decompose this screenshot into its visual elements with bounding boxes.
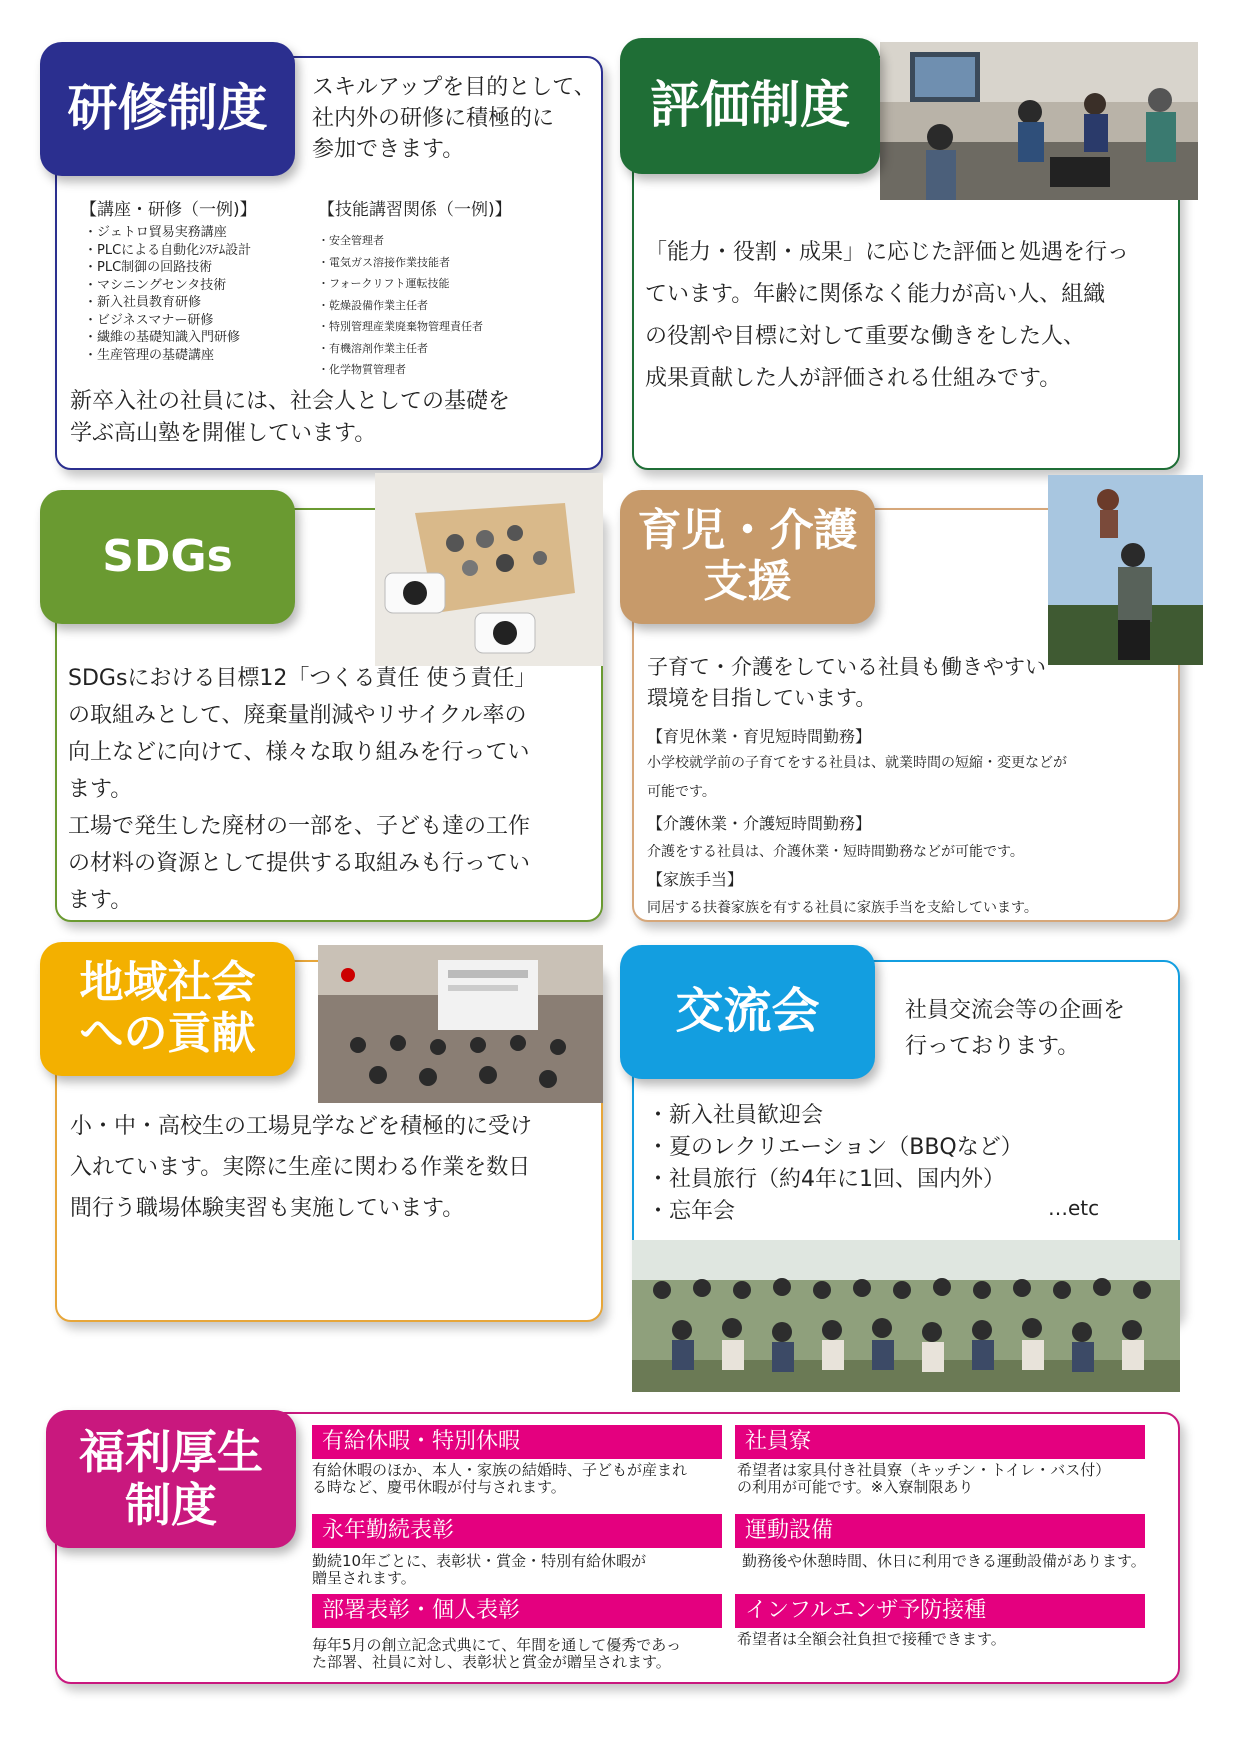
childcare-item-head: 【介護休業・介護短時間勤務】 [647,814,872,833]
welfare-item-paid-leave: 有給休暇・特別休暇 [312,1425,722,1459]
list-item: ・繊維の基礎知識入門研修 [84,330,241,345]
childcare-intro: 子育て・介護をしている社員も働きやすい 環境を目指しています。 [647,655,1046,710]
list-item: ・夏のレクリエーション（BBQなど） [647,1135,1023,1160]
list-item: ・生産管理の基礎講座 [84,347,215,363]
evaluation-body: 「能力・役割・成果」に応じた評価と処遇を行っ ています。年齢に関係なく能力が高い人、組織 の役割や目標に対して重要な働きをした人、 成果貢献した人が評価される仕組みです。 [645,240,1130,391]
welfare-item-text: 勤務後や休憩時間、休日に利用できる運動設備があります。 [742,1552,1146,1570]
welfare-item-text: 希望者は全額会社負担で接種できます。 [737,1630,1006,1648]
list-item: ・化学物質管理者 [318,363,406,376]
welfare-item-text: 勤続10年ごとに、表彰状・賞金・特別有給休暇が 贈呈されます。 [312,1552,647,1587]
welfare-item-flu-vaccine: インフルエンザ予防接種 [735,1594,1145,1628]
exchange-intro: 社員交流会等の企画を 行っております。 [905,998,1126,1059]
welfare-item-dormitory: 社員寮 [735,1425,1145,1459]
welfare-title: 福利厚生 制度 [46,1410,296,1548]
childcare-item-text: 可能です。 [647,784,716,800]
family-photo [1048,475,1203,665]
sdgs-body: SDGsにおける目標12「つくる責任 使う責任」 の取組みとして、廃棄量削減やリサイクル率の 向上などに向けて、様々な取り組みを行ってい ます。 工場で発生した廃材の一部を、子ども達の工作 の材料の資源として提供する取組みも行ってい ます。 [68,666,537,913]
welfare-item-text: 希望者は家具付き社員寮（キッチン・トイレ・バス付） の利用が可能です。※入寮制限あり [737,1461,1111,1496]
sdgs-title: SDGs [40,490,295,624]
meeting-photo [880,42,1198,200]
welfare-item-long-service: 永年勤続表彰 [312,1514,722,1548]
childcare-item-text: 同居する扶養家族を有する社員に家族手当を支給しています。 [647,900,1038,916]
community-title: 地域社会 への貢献 [40,942,295,1076]
childcare-item-text: 介護をする社員は、介護休業・短時間勤務などが可能です。 [647,844,1024,860]
course-list [80,195,257,364]
list-item: ・マシニングセンタ技術 [84,277,227,293]
training-body: 新卒入社の社員には、社会人としての基礎を 学ぶ高山塾を開催しています。 [70,389,511,446]
welfare-item-sports: 運動設備 [735,1514,1145,1548]
course-heading: 【講座・研修（一例)】 [80,200,257,220]
welfare-item-text: 毎年5月の創立記念式典にて、年間を通して優秀であっ た部署、社員に対し、表彰状と賞金が贈呈されます。 [312,1636,682,1671]
skill-heading: 【技能講習関係（一例)】 [318,200,512,220]
list-item: ・忘年会 [647,1199,736,1224]
list-item: ・新入社員教育研修 [84,295,202,310]
training-title: 研修制度 [40,42,295,176]
community-body: 小・中・高校生の工場見学などを積極的に受け 入れています。実際に生産に関わる作業を数日 間行う職場体験実習も実施しています。 [70,1114,533,1221]
childcare-items [647,725,1067,919]
list-item: ・ビジネスマナー研修 [84,312,214,328]
list-item: ・新入社員歓迎会 [647,1103,824,1128]
craft-photo [375,473,603,666]
list-item: ・乾燥設備作業主任者 [318,298,428,312]
childcare-item-text: 小学校就学前の子育てをする社員は、就業時間の短縮・変更などが [647,755,1067,771]
welfare-item-awards: 部署表彰・個人表彰 [312,1594,722,1628]
list-item: ・電気ガス溶接作業技能者 [318,255,450,269]
childcare-item-head: 【育児休業・育児短時間勤務】 [647,727,872,746]
training-intro: スキルアップを目的として、 社内外の研修に積極的に 参加できます。 [312,75,596,162]
exchange-title: 交流会 [620,945,875,1079]
skill-list [318,195,512,381]
list-item: ・特別管理産業廃棄物管理責任者 [318,320,483,333]
list-item: ・有機溶剤作業主任者 [318,341,428,355]
evaluation-title: 評価制度 [620,38,880,174]
childcare-title: 育児・介護 支援 [620,490,875,624]
list-item: ・ジェトロ貿易実務講座 [84,225,227,240]
list-item: ・安全管理者 [318,234,384,247]
list-item: ・社員旅行（約4年に1回、国内外） [647,1167,1005,1192]
seminar-photo [318,945,603,1103]
childcare-item-head: 【家族手当】 [647,870,744,889]
welfare-item-text: 有給休暇のほか、本人・家族の結婚時、子どもが産まれ る時など、慶弔休暇が付与されます。 [312,1461,688,1496]
exchange-list [647,1100,1023,1228]
list-item: ・PLCによる自動化ｼｽﾃﾑ設計 [84,242,252,258]
list-item: ・PLC制御の回路技術 [84,260,213,275]
exchange-etc: …etc [1048,1196,1100,1220]
group-photo [632,1240,1180,1392]
list-item: ・フォークリフト運転技能 [318,277,450,290]
